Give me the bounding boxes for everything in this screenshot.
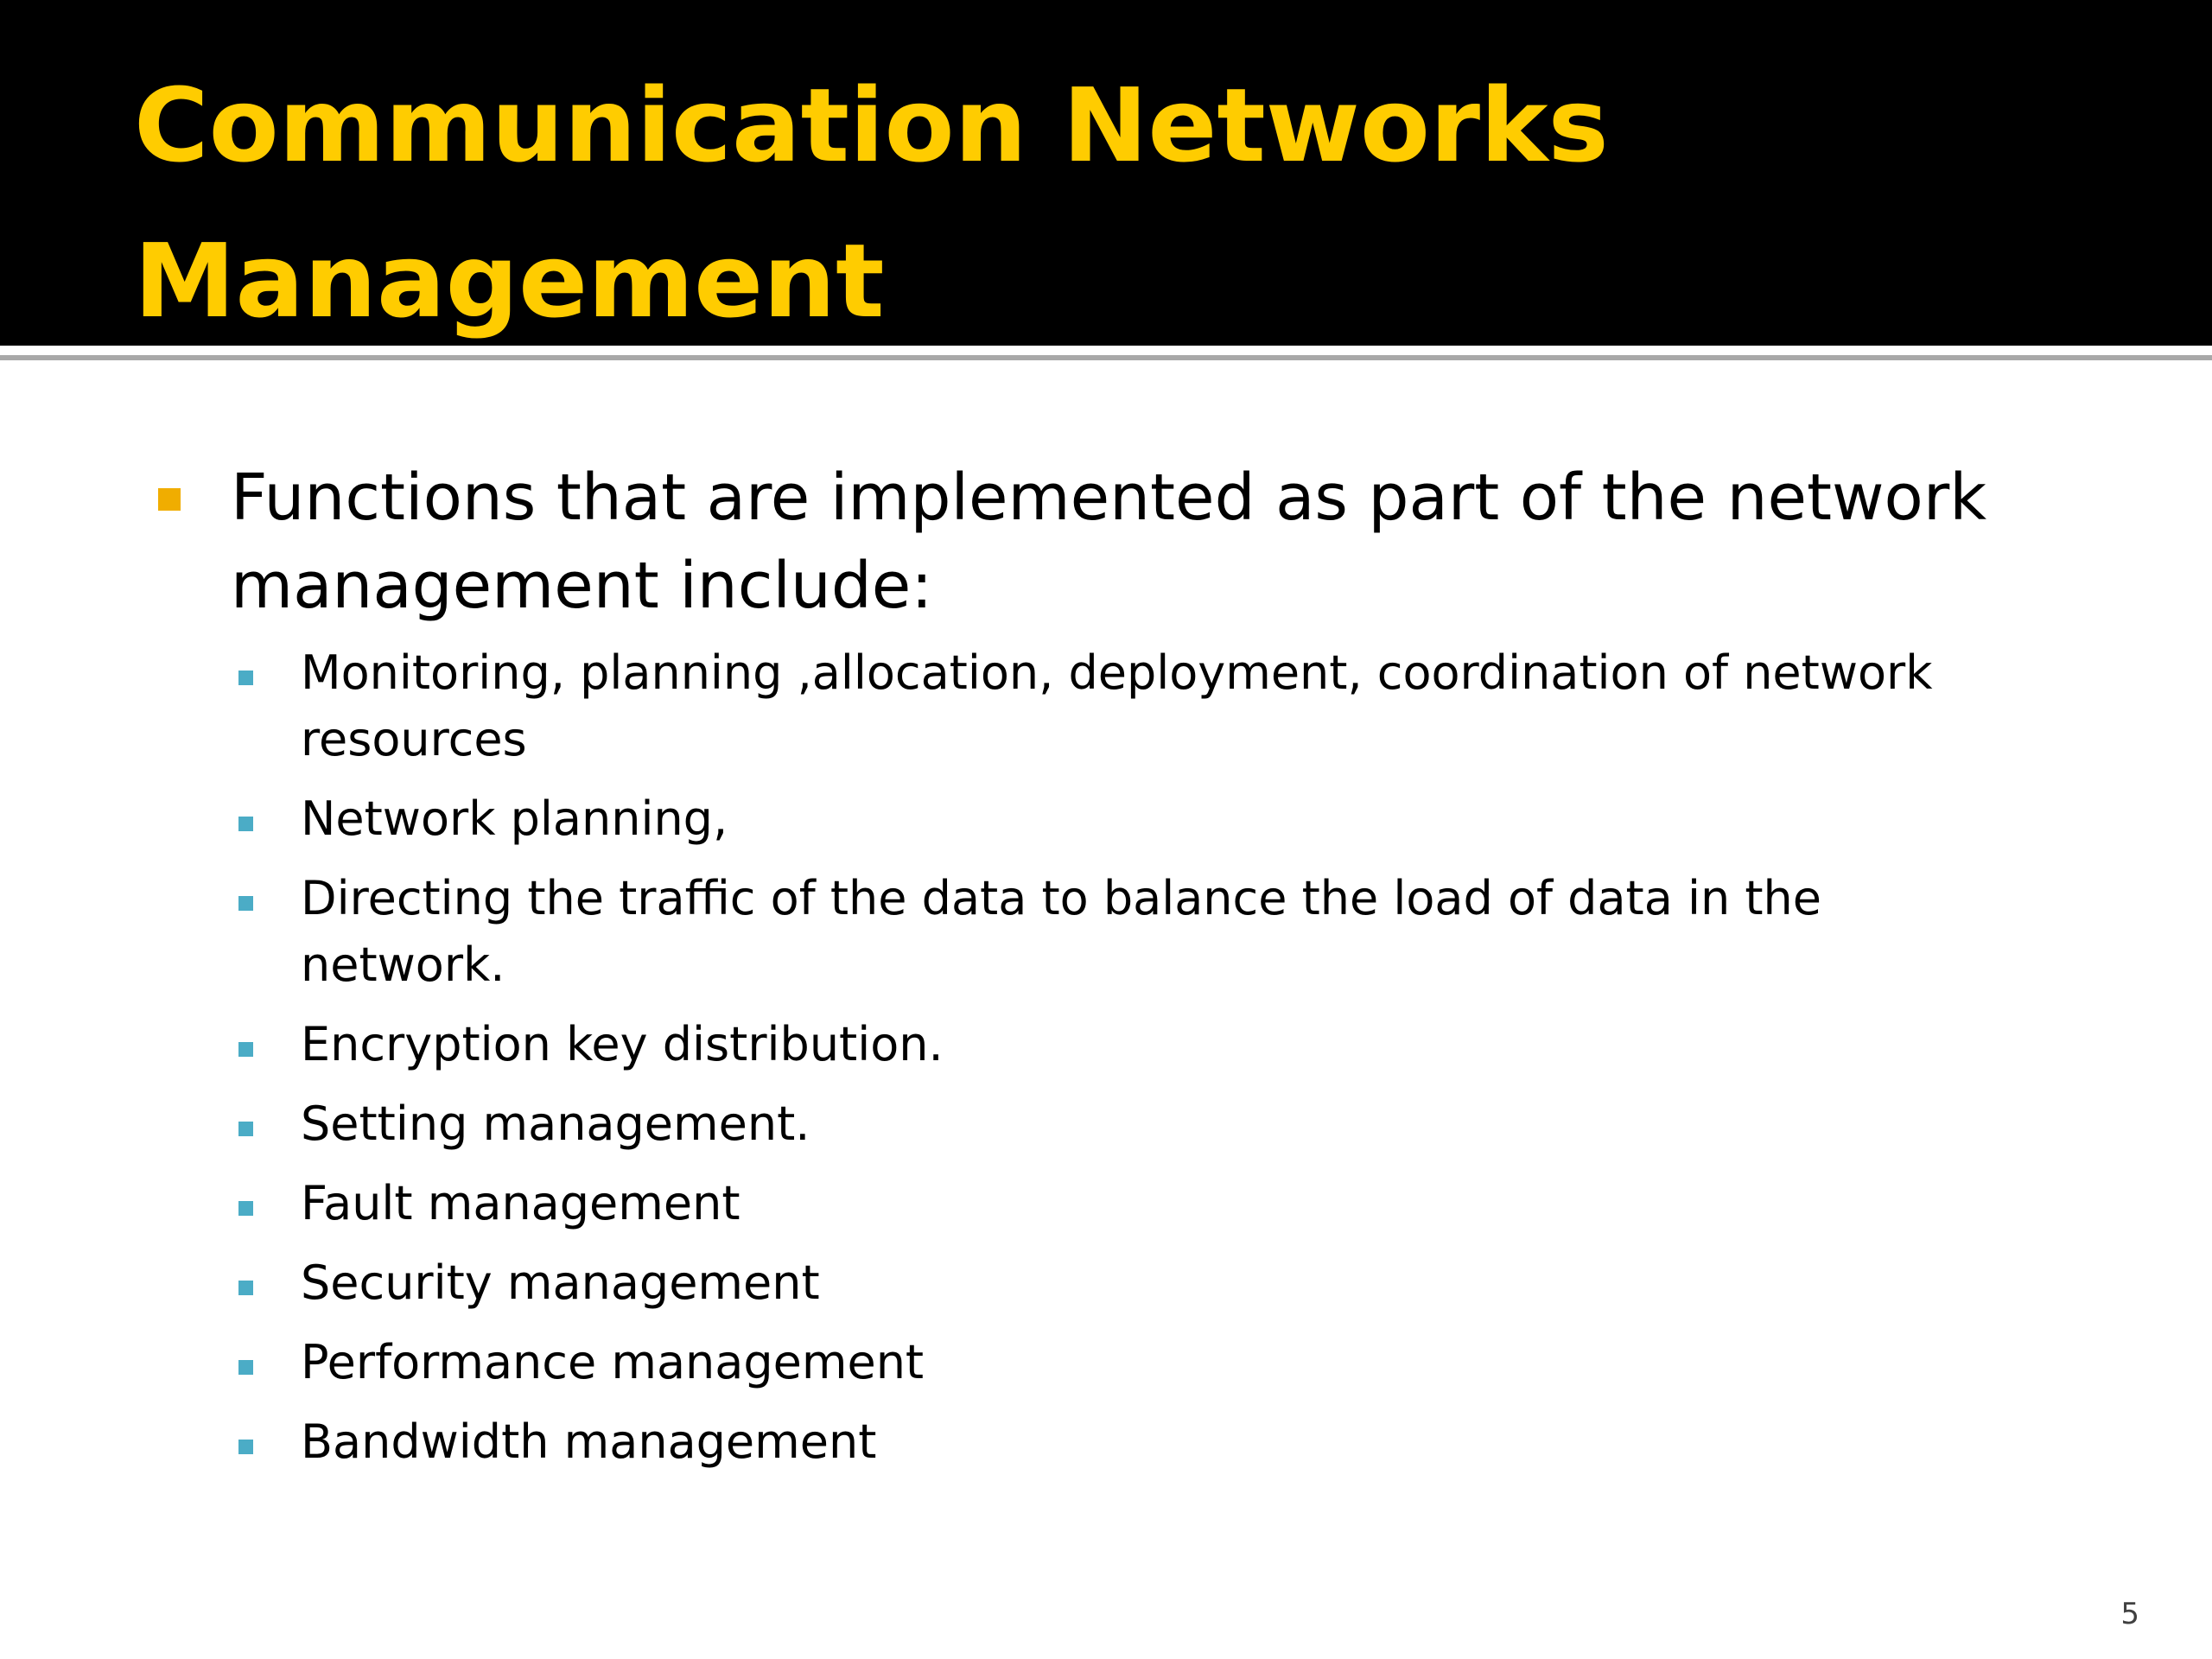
list-item-text: Fault management	[301, 1176, 741, 1230]
square-bullet-icon	[238, 1201, 253, 1216]
list-item-text: Encryption key distribution.	[301, 1017, 944, 1071]
square-bullet-icon	[238, 1440, 253, 1454]
list-item	[0, 1329, 2212, 1395]
square-bullet-icon	[238, 1360, 253, 1375]
list-item-text: Performance management	[301, 1335, 925, 1389]
title-bar	[0, 0, 2212, 346]
title-divider-white	[0, 346, 2212, 350]
square-bullet-icon	[238, 896, 253, 911]
page-number: 5	[2120, 1597, 2139, 1631]
list-item	[0, 1090, 2212, 1157]
list-item-text: Security management	[301, 1255, 820, 1310]
square-bullet-icon	[238, 1042, 253, 1057]
list-item	[0, 865, 2212, 998]
square-bullet-icon	[238, 671, 253, 685]
list-item-text: Monitoring, planning ,allocation, deployment, coordination of network resources	[301, 645, 1933, 766]
list-item	[0, 785, 2212, 852]
list-item	[0, 639, 2212, 772]
main-bullet-text: Functions that are implemented as part of the network management include:	[231, 461, 1987, 623]
title-divider-gray	[0, 355, 2212, 360]
list-item	[0, 1170, 2212, 1236]
slide-title: Communication Networks Management	[134, 66, 1609, 340]
list-item-text: Setting management.	[301, 1096, 810, 1151]
list-item	[0, 1011, 2212, 1077]
sub-bullet-list	[0, 639, 2212, 1488]
list-item-text: Network planning,	[301, 791, 728, 846]
list-item	[0, 1249, 2212, 1316]
square-bullet-icon	[158, 488, 181, 511]
square-bullet-icon	[238, 817, 253, 831]
square-bullet-icon	[238, 1122, 253, 1136]
square-bullet-icon	[238, 1281, 253, 1295]
list-item	[0, 1408, 2212, 1475]
list-item-text: Directing the traffic of the data to balance the load of data in the network.	[301, 871, 1821, 992]
list-item-text: Bandwidth management	[301, 1414, 877, 1469]
